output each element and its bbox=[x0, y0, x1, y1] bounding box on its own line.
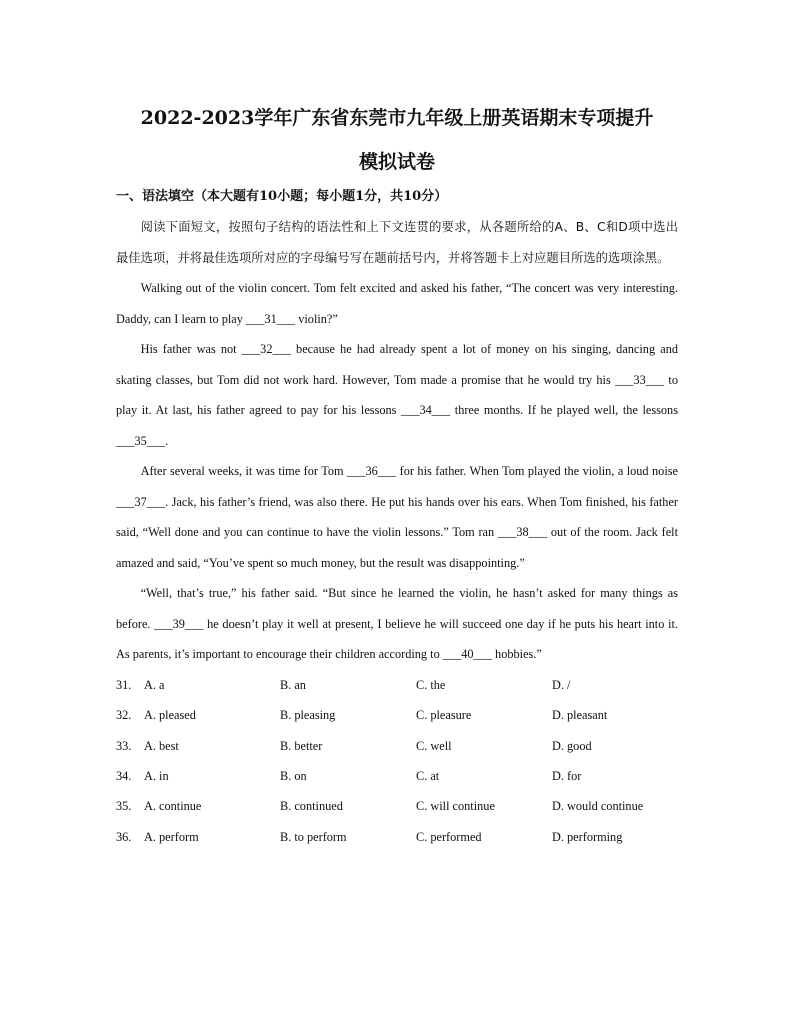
title-line-2: 模拟试卷 bbox=[358, 151, 435, 173]
option-d: D. / bbox=[552, 678, 571, 693]
option-d: D. would continue bbox=[552, 799, 644, 814]
question-number: 34. bbox=[116, 769, 132, 784]
question-number: 32. bbox=[116, 708, 132, 723]
instructions: 阅读下面短文，按照句子结构的语法性和上下文连贯的要求，从各题所给的A、B、C和D项中选出最佳选项，并将最佳选项所对应的字母编号写在题前括号内，并将答题卡上对应题目所选的选项涂黑。 bbox=[116, 220, 678, 265]
passage-paragraph-2: His father was not ___32___ because he had already spent a lot of money on his singing, dancing and skating classes, but Tom did not work hard. However, Tom made a promise that he would try his ___33___ to play it. At last, his father agreed to pay for his lessons ___34___ three months. If he played well, the lessons ___35___. bbox=[116, 342, 678, 448]
passage-paragraph-1: Walking out of the violin concert. Tom felt excited and asked his father, “The concert was very interesting. Daddy, can I learn to play ___31___ violin?” bbox=[116, 281, 678, 326]
option-d: D. good bbox=[552, 738, 592, 753]
question-number: 35. bbox=[116, 799, 132, 814]
option-c: C. well bbox=[416, 738, 452, 753]
option-b: B. to perform bbox=[280, 829, 347, 844]
question-number: 33. bbox=[116, 738, 132, 753]
option-b: B. on bbox=[280, 769, 307, 784]
option-a: A. best bbox=[144, 738, 179, 753]
option-b: B. better bbox=[280, 738, 323, 753]
option-a: A. in bbox=[144, 769, 169, 784]
option-a: A. pleased bbox=[144, 708, 196, 723]
option-d: D. for bbox=[552, 769, 582, 784]
option-c: C. will continue bbox=[416, 799, 495, 814]
title-line-1: 2022-2023学年广东省东莞市九年级上册英语期末专项提升 bbox=[140, 107, 654, 129]
question-options bbox=[116, 671, 678, 853]
option-c: C. pleasure bbox=[416, 708, 472, 723]
option-c: C. performed bbox=[416, 829, 482, 844]
option-a: A. a bbox=[144, 678, 165, 693]
option-b: B. continued bbox=[280, 799, 343, 814]
section-heading: 一、语法填空（本大题有10小题；每小题1分，共10分） bbox=[116, 189, 448, 204]
option-d: D. performing bbox=[552, 829, 623, 844]
option-d: D. pleasant bbox=[552, 708, 608, 723]
question-number: 31. bbox=[116, 678, 132, 693]
document-page bbox=[116, 96, 678, 852]
passage-paragraph-4: “Well, that’s true,” his father said. “But since he learned the violin, he hasn’t asked for many things as before. ___39___ he doesn’t play it well at present, I believe he will succeed one day if he puts his heart into it. As parents, it’s important to encourage their children according to ___40___ hobbies.” bbox=[116, 586, 678, 661]
question-row bbox=[116, 701, 678, 731]
question-number: 36. bbox=[116, 829, 132, 844]
question-row bbox=[116, 822, 678, 852]
option-b: B. an bbox=[280, 678, 306, 693]
option-a: A. perform bbox=[144, 829, 199, 844]
question-row bbox=[116, 761, 678, 791]
question-row bbox=[116, 731, 678, 761]
option-c: C. at bbox=[416, 769, 440, 784]
option-a: A. continue bbox=[144, 799, 202, 814]
question-row bbox=[116, 671, 678, 701]
passage-paragraph-3: After several weeks, it was time for Tom ___36___ for his father. When Tom played the violin, a loud noise ___37___. Jack, his father’s friend, was also there. He put his hands over his ears. When Tom finished, his father said, “Well done and you can continue to have the violin lessons.” Tom ran ___38___ out of the room. Jack felt amazed and said, “You’ve spent so much money, but the result was disappointing.” bbox=[116, 464, 678, 570]
option-b: B. pleasing bbox=[280, 708, 336, 723]
question-row bbox=[116, 792, 678, 822]
option-c: C. the bbox=[416, 678, 446, 693]
